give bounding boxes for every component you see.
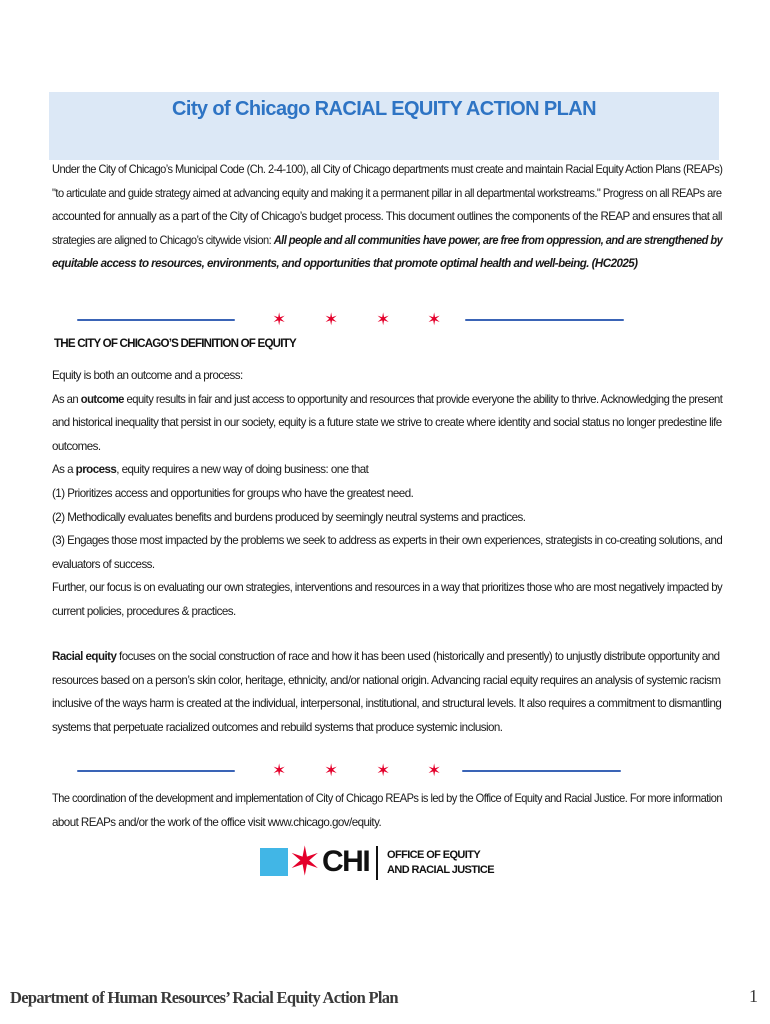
logo-divider [376, 846, 378, 880]
racial-equity-text: focuses on the social construction of race and how it has been used (historically and presently) to unjustly distribute opportunity and [116, 650, 720, 663]
racial-equity-line: inclusive of the ways harm is created at the individual, interpersonal, institutional, and structural levels. It also requires a commitment to dismantling [52, 697, 722, 711]
process-prefix: As a [52, 463, 76, 477]
vision-statement-part2: equitable access to resources, environments, and opportunities that promote optimal health and well-being. (HC2025) [52, 257, 638, 271]
list-item: (3) Engages those most impacted by the problems we seek to address as experts in their own experiences, strategists in co-creating solutions, and [52, 534, 723, 548]
intro-line: "to articulate and guide strategy aimed at advancing equity and making it a permanent pillar in all departmental workstreams." Progress on all REAPs are [52, 186, 722, 200]
title-band [49, 92, 719, 160]
intro-line: accounted for annually as a part of the City of Chicago’s budget process. This document outlines the components of the REAP and ensures that all [52, 210, 722, 224]
chicago-star-icon: ✶ [324, 310, 339, 330]
racial-equity-line: resources based on a person’s skin color, heritage, ethnicity, and/or national origin. Advancing racial equity requires an analysis of systemic racism [52, 673, 721, 687]
coordination-paragraph [52, 787, 722, 834]
equity-definition [52, 364, 722, 624]
racial-equity-term: Racial equity [52, 650, 117, 663]
section-divider [52, 311, 722, 331]
list-item: (2) Methodically evaluates benefits and burdens produced by seemingly neutral systems and practices. [52, 510, 526, 524]
outcome-line: outcomes. [52, 439, 101, 453]
divider-line-right [462, 770, 621, 772]
process-term: process [75, 463, 117, 477]
logo-chi: CHI [322, 845, 370, 878]
chicago-star-icon: ✶ [427, 310, 442, 330]
chicago-star-icon: ✶ [427, 761, 442, 781]
divider-line-left [77, 770, 235, 772]
intro-paragraph [52, 158, 722, 276]
further-line: current policies, procedures & practices. [52, 604, 236, 618]
divider-line-right [465, 319, 624, 321]
definition-intro: Equity is both an outcome and a process: [52, 369, 243, 382]
outcome-line: and historical inequality that persist in our society, equity is a future state we strive to create where identity and social status no longer predestine life [52, 416, 722, 430]
list-item: (1) Prioritizes access and opportunities for groups who have the greatest need. [52, 486, 414, 500]
racial-equity-line [52, 645, 722, 669]
logo-office-name [387, 848, 494, 878]
chicago-star-icon: ✶ [272, 310, 287, 330]
divider-line-left [77, 319, 235, 321]
section-heading: THE CITY OF CHICAGO’S DEFINITION OF EQUITY [54, 337, 296, 350]
chicago-star-icon: ✶ [324, 761, 339, 781]
logo-blue-square [260, 848, 288, 876]
process-line [52, 458, 722, 482]
page-footer: Department of Human Resources’ Racial Equity Action Plan [10, 988, 398, 1007]
outcome-line [52, 388, 723, 412]
page-title: City of Chicago RACIAL EQUITY ACTION PLAN [172, 98, 596, 120]
oerj-logo [260, 838, 494, 886]
intro-line-text: strategies are aligned to Chicago’s citywide vision: [52, 233, 274, 247]
chicago-star-icon: ✶ [288, 839, 322, 885]
outcome-text: equity results in fair and just access to opportunity and resources that provide everyone the ability to thrive. Acknowledging the present [123, 392, 723, 406]
coordination-line: about REAPs and/or the work of the office visit www.chicago.gov/equity. [52, 815, 382, 829]
outcome-term: outcome [80, 392, 124, 406]
intro-line [52, 229, 723, 253]
coordination-line: The coordination of the development and implementation of City of Chicago REAPs is led by the Office of Equity and Racial Justice. For more information [52, 792, 722, 805]
vision-statement-part1: All people and all communities have power, are free from oppression, and are strengthened by [273, 233, 723, 247]
intro-line: Under the City of Chicago’s Municipal Code (Ch. 2-4-100), all City of Chicago departments must create and maintain Racial Equity Action Plans (REAPs) [52, 163, 723, 176]
racial-equity-line: systems that perpetuate racialized outcomes and rebuild systems that produce systemic inclusion. [52, 720, 503, 734]
process-text: , equity requires a new way of doing business: one that [116, 463, 369, 477]
racial-equity-paragraph [52, 645, 722, 739]
section-divider [52, 762, 722, 782]
logo-office-line: OFFICE OF EQUITY [387, 849, 481, 861]
chicago-star-icon: ✶ [376, 310, 391, 330]
page-number: 1 [749, 986, 758, 1006]
list-item-continued: evaluators of success. [52, 557, 155, 571]
logo-office-line: AND RACIAL JUSTICE [387, 864, 494, 876]
outcome-prefix: As an [52, 392, 81, 406]
chicago-star-icon: ✶ [376, 761, 391, 781]
further-line: Further, our focus is on evaluating our own strategies, interventions and resources in a way that prioritizes those who are most negatively impacted by [52, 581, 723, 595]
chicago-star-icon: ✶ [272, 761, 287, 781]
